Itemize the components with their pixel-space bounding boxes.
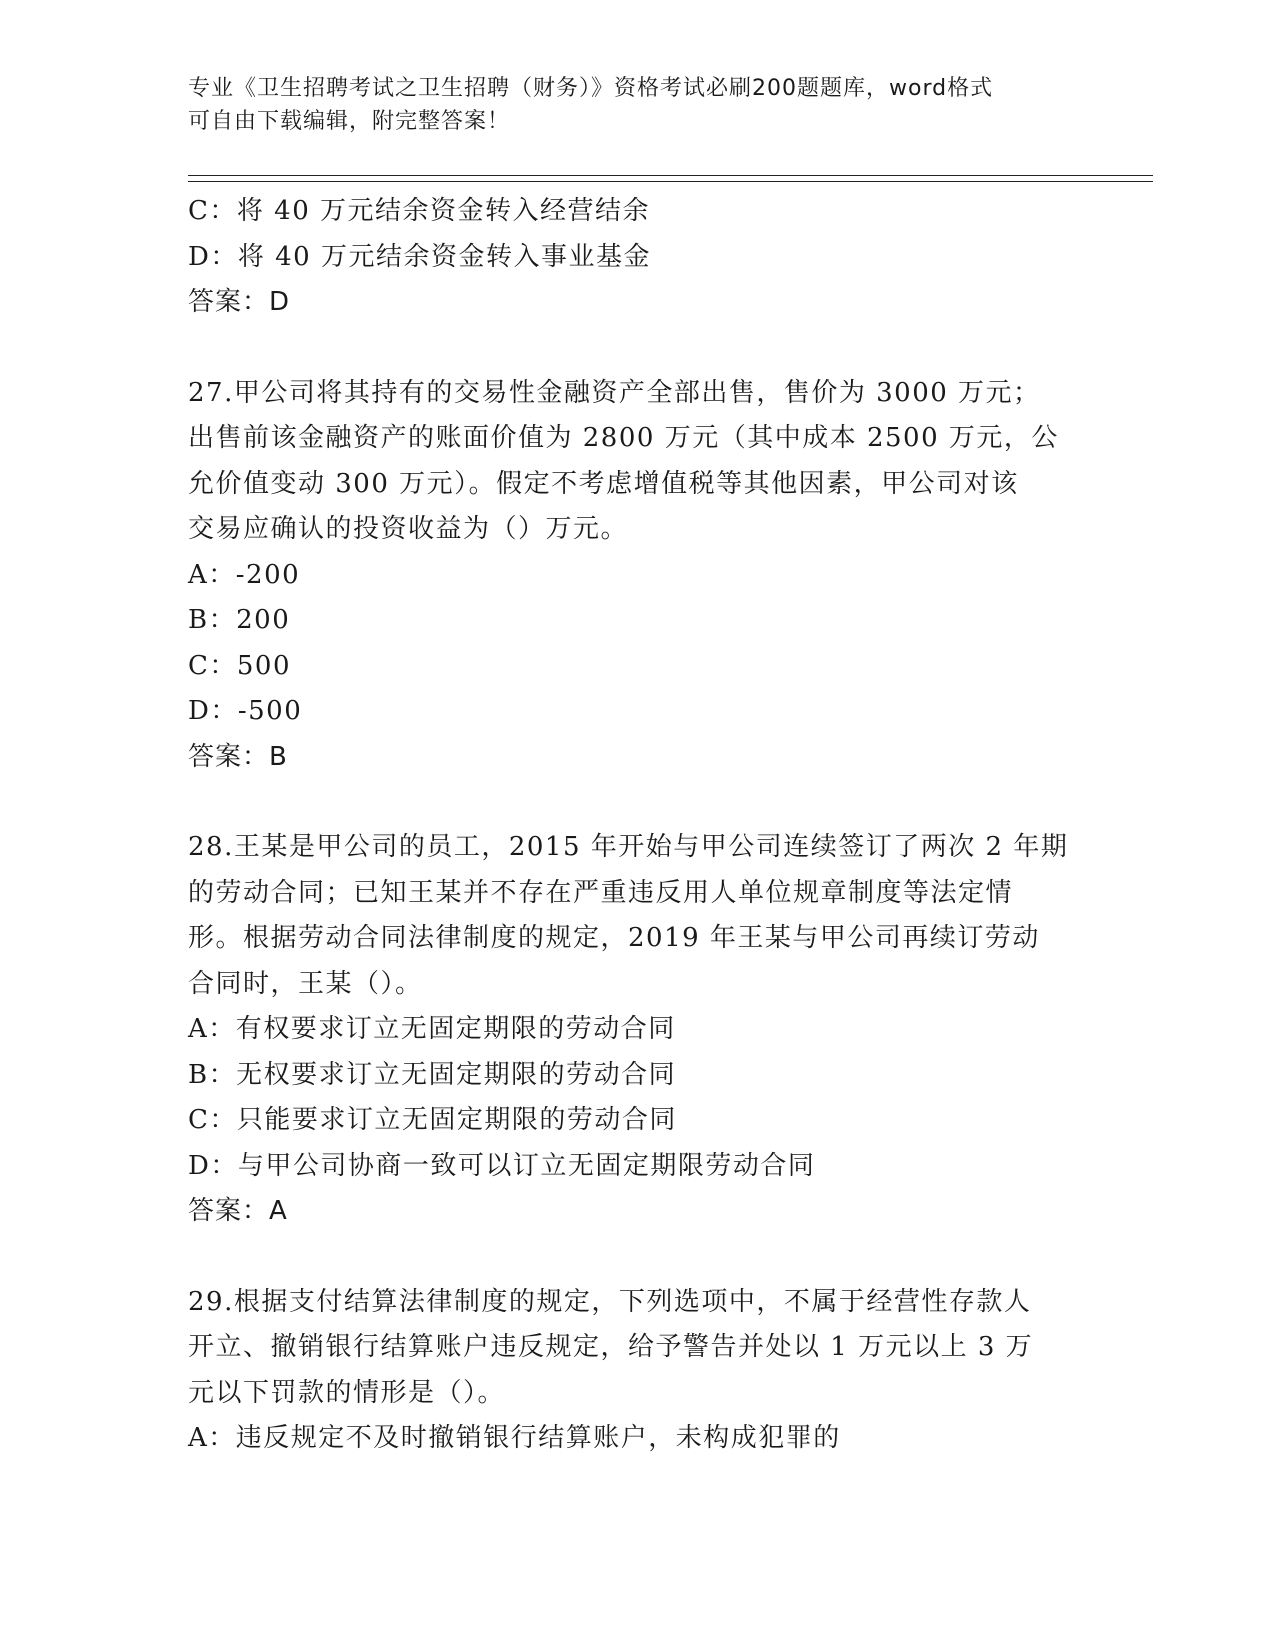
question-text-line: 合同时，王某（）。 — [188, 968, 423, 999]
header-line-2: 可自由下载编辑，附完整答案！ — [188, 109, 511, 134]
option-c: C：只能要求订立无固定期限的劳动合同 — [188, 1105, 677, 1135]
option-a: A：违反规定不及时撤销银行结算账户，未构成犯罪的 — [188, 1423, 841, 1453]
document-header — [188, 72, 1068, 138]
prev-question — [188, 189, 1083, 326]
option-a: A：-200 — [188, 559, 301, 590]
question-29 — [188, 1280, 1083, 1462]
option-d: D：-500 — [188, 696, 303, 726]
question-28 — [188, 825, 1083, 1235]
question-text-line: 允价值变动 300 万元）。假定不考虑增值税等其他因素，甲公司对该 — [188, 468, 1019, 499]
question-text-line: 的劳动合同；已知王某并不存在严重违反用人单位规章制度等法定情 — [188, 877, 1014, 908]
option-b: B：200 — [188, 605, 291, 635]
question-text-line: 形。根据劳动合同法律制度的规定，2019 年王某与甲公司再续订劳动 — [188, 923, 1040, 953]
answer-line: 答案：D — [188, 287, 291, 317]
option-d: D：将 40 万元结余资金转入事业基金 — [188, 241, 651, 272]
option-b: B：无权要求订立无固定期限的劳动合同 — [188, 1059, 677, 1090]
option-a: A：有权要求订立无固定期限的劳动合同 — [188, 1014, 676, 1044]
question-text-line: 开立、撤销银行结算账户违反规定，给予警告并处以 1 万元以上 3 万 — [188, 1332, 1034, 1362]
question-list — [188, 189, 1083, 1462]
question-text-line: 29.根据支付结算法律制度的规定，下列选项中，不属于经营性存款人 — [188, 1286, 1032, 1317]
question-text-line: 27.甲公司将其持有的交易性金融资产全部出售，售价为 3000 万元； — [188, 377, 1041, 408]
question-27 — [188, 371, 1083, 781]
header-divider-top — [188, 175, 1153, 176]
option-d: D：与甲公司协商一致可以订立无固定期限劳动合同 — [188, 1150, 816, 1181]
question-text-line: 出售前该金融资产的账面价值为 2800 万元（其中成本 2500 万元，公 — [188, 423, 1059, 453]
header-divider-bottom — [188, 181, 1153, 182]
question-text-line: 元以下罚款的情形是（）。 — [188, 1377, 506, 1408]
answer-line: 答案：B — [188, 741, 288, 772]
header-line-1: 专业《卫生招聘考试之卫生招聘（财务）》资格考试必刷200题题库，word格式 — [188, 76, 994, 101]
option-c: C：将 40 万元结余资金转入经营结余 — [188, 196, 651, 226]
question-text-line: 交易应确认的投资收益为（）万元。 — [188, 514, 629, 544]
question-text-line: 28.王某是甲公司的员工，2015 年开始与甲公司连续签订了两次 2 年期 — [188, 832, 1069, 862]
answer-line: 答案：A — [188, 1196, 288, 1226]
option-c: C：500 — [188, 650, 292, 681]
